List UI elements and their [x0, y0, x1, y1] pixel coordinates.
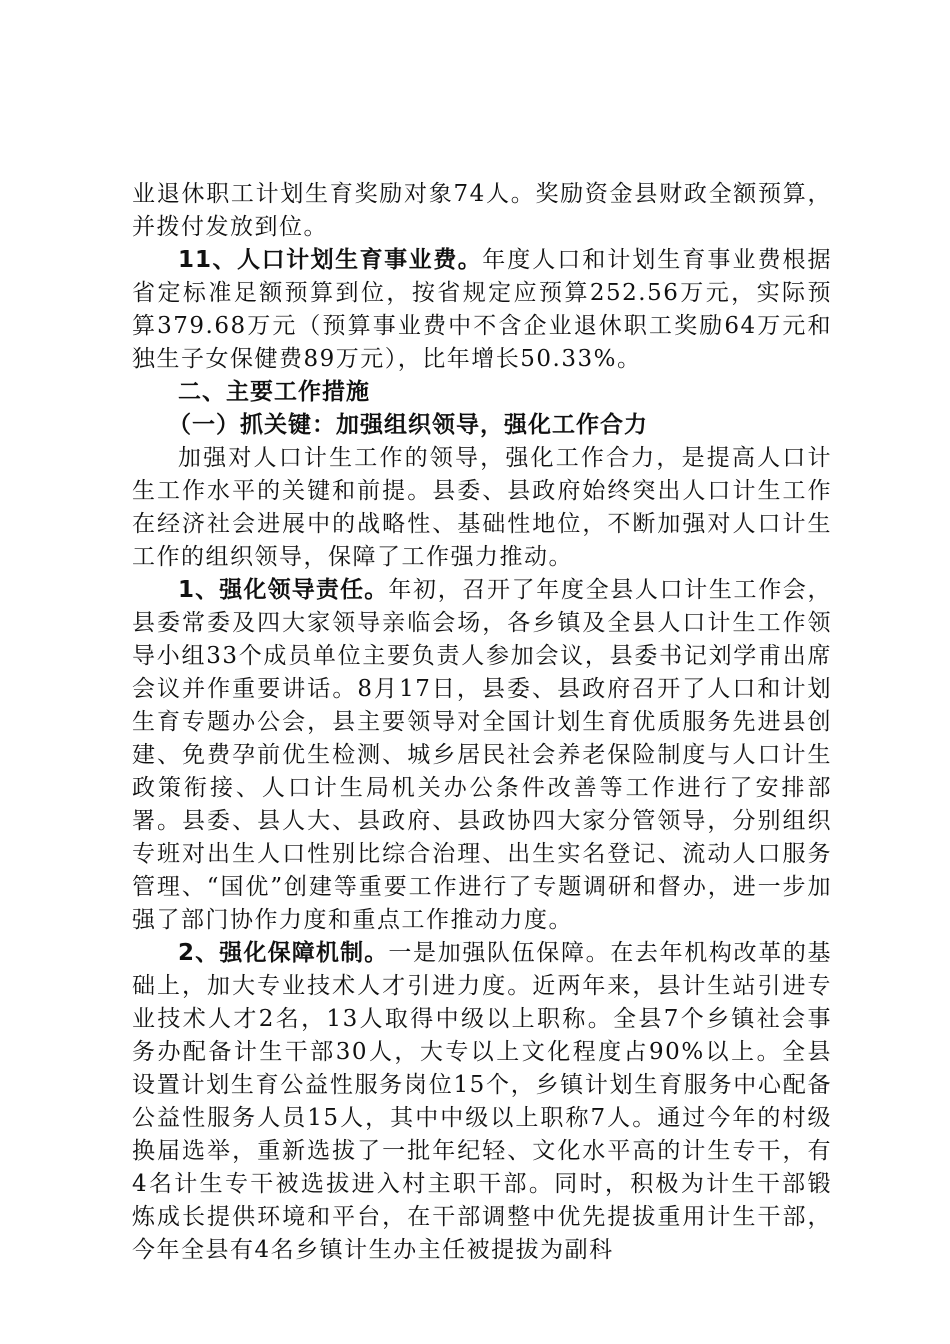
section-heading: 二、主要工作措施	[178, 379, 370, 405]
item-11-lead: 11、人口计划生育事业费。	[178, 247, 483, 273]
item-2-lead: 2、强化保障机制。	[178, 940, 389, 966]
document-page	[132, 178, 832, 1267]
subsection-heading: （一）抓关键：加强组织领导，强化工作合力	[168, 412, 648, 438]
paragraph-item-1	[132, 574, 832, 937]
item-2-body: 一是加强队伍保障。在去年机构改革的基础上，加大专业技术人才引进力度。近两年来，县计生站引进专业技术人才2名，13人取得中级以上职称。全县7个乡镇社会事务办配备计生干部30人，大专以上文化程度占90%以上。全县设置计划生育公益性服务岗位15个，乡镇计划生育服务中心配备公益性服务人员15人，其中中级以上职称7人。通过今年的村级换届选举，重新选拔了一批年纪轻、文化水平高的计生专干，有4名计生专干被选拔进入村主职干部。同时，积极为计生干部锻炼成长提供环境和平台，在干部调整中优先提拔重用计生干部，今年全县有4名乡镇计生办主任被提拔为副科	[132, 940, 832, 1263]
paragraph-item-11	[132, 244, 832, 376]
paragraph-continuation: 业退休职工计划生育奖励对象74人。奖励资金县财政全额预算，并拨付发放到位。	[132, 181, 832, 240]
paragraph-item-2	[132, 937, 832, 1267]
item-1-lead: 1、强化领导责任。	[178, 577, 389, 603]
item-11-body: 年度人口和计划生育事业费根据省定标准足额预算到位，按省规定应预算252.56万元，实际预算379.68万元（预算事业费中不含企业退休职工奖励64万元和独生子女保健费89万元），比年增长50.33%。	[132, 247, 833, 372]
item-1-body: 年初，召开了年度全县人口计生工作会，县委常委及四大家领导亲临会场，各乡镇及全县人口计生工作领导小组33个成员单位主要负责人参加会议，县委书记刘学甫出席会议并作重要讲话。8月17日，县委、县政府召开了人口和计划生育专题办公会，县主要领导对全国计划生育优质服务先进县创建、免费孕前优生检测、城乡居民社会养老保险制度与人口计生政策衔接、人口计生局机关办公条件改善等工作进行了安排部署。县委、县人大、县政府、县政协四大家分管领导，分别组织专班对出生人口性别比综合治理、出生实名登记、流动人口服务管理、“国优”创建等重要工作进行了专题调研和督办，进一步加强了部门协作力度和重点工作推动力度。	[132, 577, 832, 933]
paragraph-intro: 加强对人口计生工作的领导，强化工作合力，是提高人口计生工作水平的关键和前提。县委、县政府始终突出人口计生工作在经济社会进展中的战略性、基础性地位，不断加强对人口计生工作的组织领导，保障了工作强力推动。	[132, 445, 832, 570]
